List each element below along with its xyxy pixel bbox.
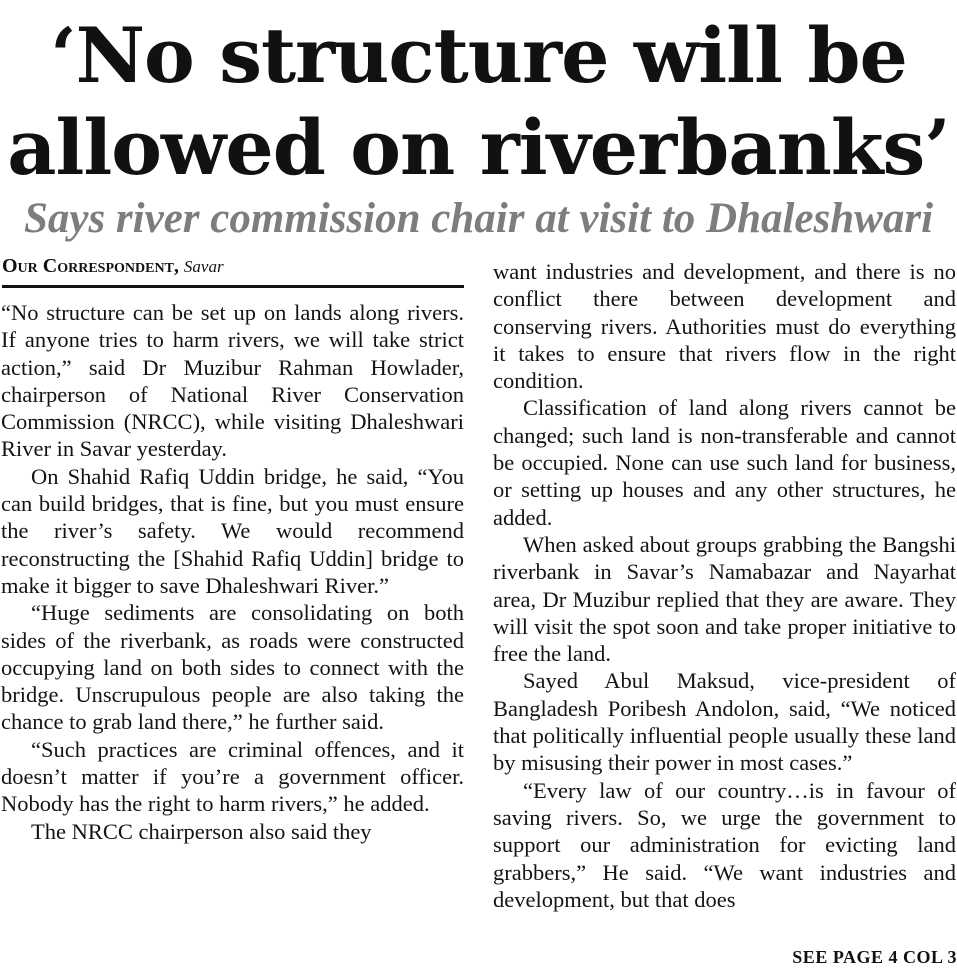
paragraph: “Every law of our country…is in favour of saving rivers. So, we urge the government to support our administration for evicting land grabbers,” He said. “We want industries and development, but that does	[493, 777, 956, 912]
paragraph: “No structure can be set up on lands along rivers. If anyone tries to harm rivers, we will take strict action,” said Dr Muzibur Rahman Howlader, chairperson of National River Conservation Commission (NRCC), while visiting Dhaleshwari River in Savar yesterday.	[1, 300, 464, 462]
byline-location: Savar	[183, 257, 224, 276]
headline-line-2: allowed on riverbanks’	[7, 103, 950, 192]
paragraph: On Shahid Rafiq Uddin bridge, he said, “You can build bridges, that is fine, but you must ensure the river’s safety. We would recommend reconstructing the [Shahid Rafiq Uddin] bridge to make it bigger to save Dhaleshwari River.”	[1, 463, 464, 598]
paragraph: The NRCC chairperson also said they	[31, 818, 372, 844]
paragraph: Sayed Abul Maksud, vice-president of Bangladesh Poribesh Andolon, said, “We noticed that politically influential people usually these land by misusing their power in most cases.”	[493, 668, 956, 776]
paragraph: want industries and development, and there is no conflict there between development and conserving rivers. Authorities must do everything it takes to ensure that rivers flow in the right condition.	[493, 259, 956, 394]
paragraph: “Huge sediments are consolidating on both sides of the riverbank, as roads were constructed occupying land on both sides to connect with the bridge. Unscrupulous people are also taking the chance to grab land there,” he further said.	[1, 600, 464, 735]
continuation-jump-line: SEE PAGE 4 COL 3	[792, 947, 957, 967]
article-column-2	[493, 258, 956, 913]
subheadline: Says river commission chair at visit to Dhaleshwari	[23, 195, 934, 242]
headline-line-1: ‘No structure will be	[50, 11, 907, 100]
headline	[0, 10, 957, 194]
paragraph: When asked about groups grabbing the Bangshi riverbank in Savar’s Namabazar and Nayarhat area, Dr Muzibur replied that they are aware. They will visit the spot soon and take proper initiative to free the land.	[493, 531, 956, 667]
paragraph: “Such practices are criminal offences, and it doesn’t matter if you’re a government officer. Nobody has the right to harm rivers,” he added.	[1, 736, 464, 817]
paragraph: Classification of land along rivers cannot be changed; such land is non-transferable and cannot be occupied. None can use such land for business, or setting up houses and any other structures, he added.	[493, 395, 956, 530]
article-column-1	[1, 299, 464, 845]
byline	[2, 255, 464, 288]
byline-name: Our Correspondent,	[2, 255, 179, 277]
